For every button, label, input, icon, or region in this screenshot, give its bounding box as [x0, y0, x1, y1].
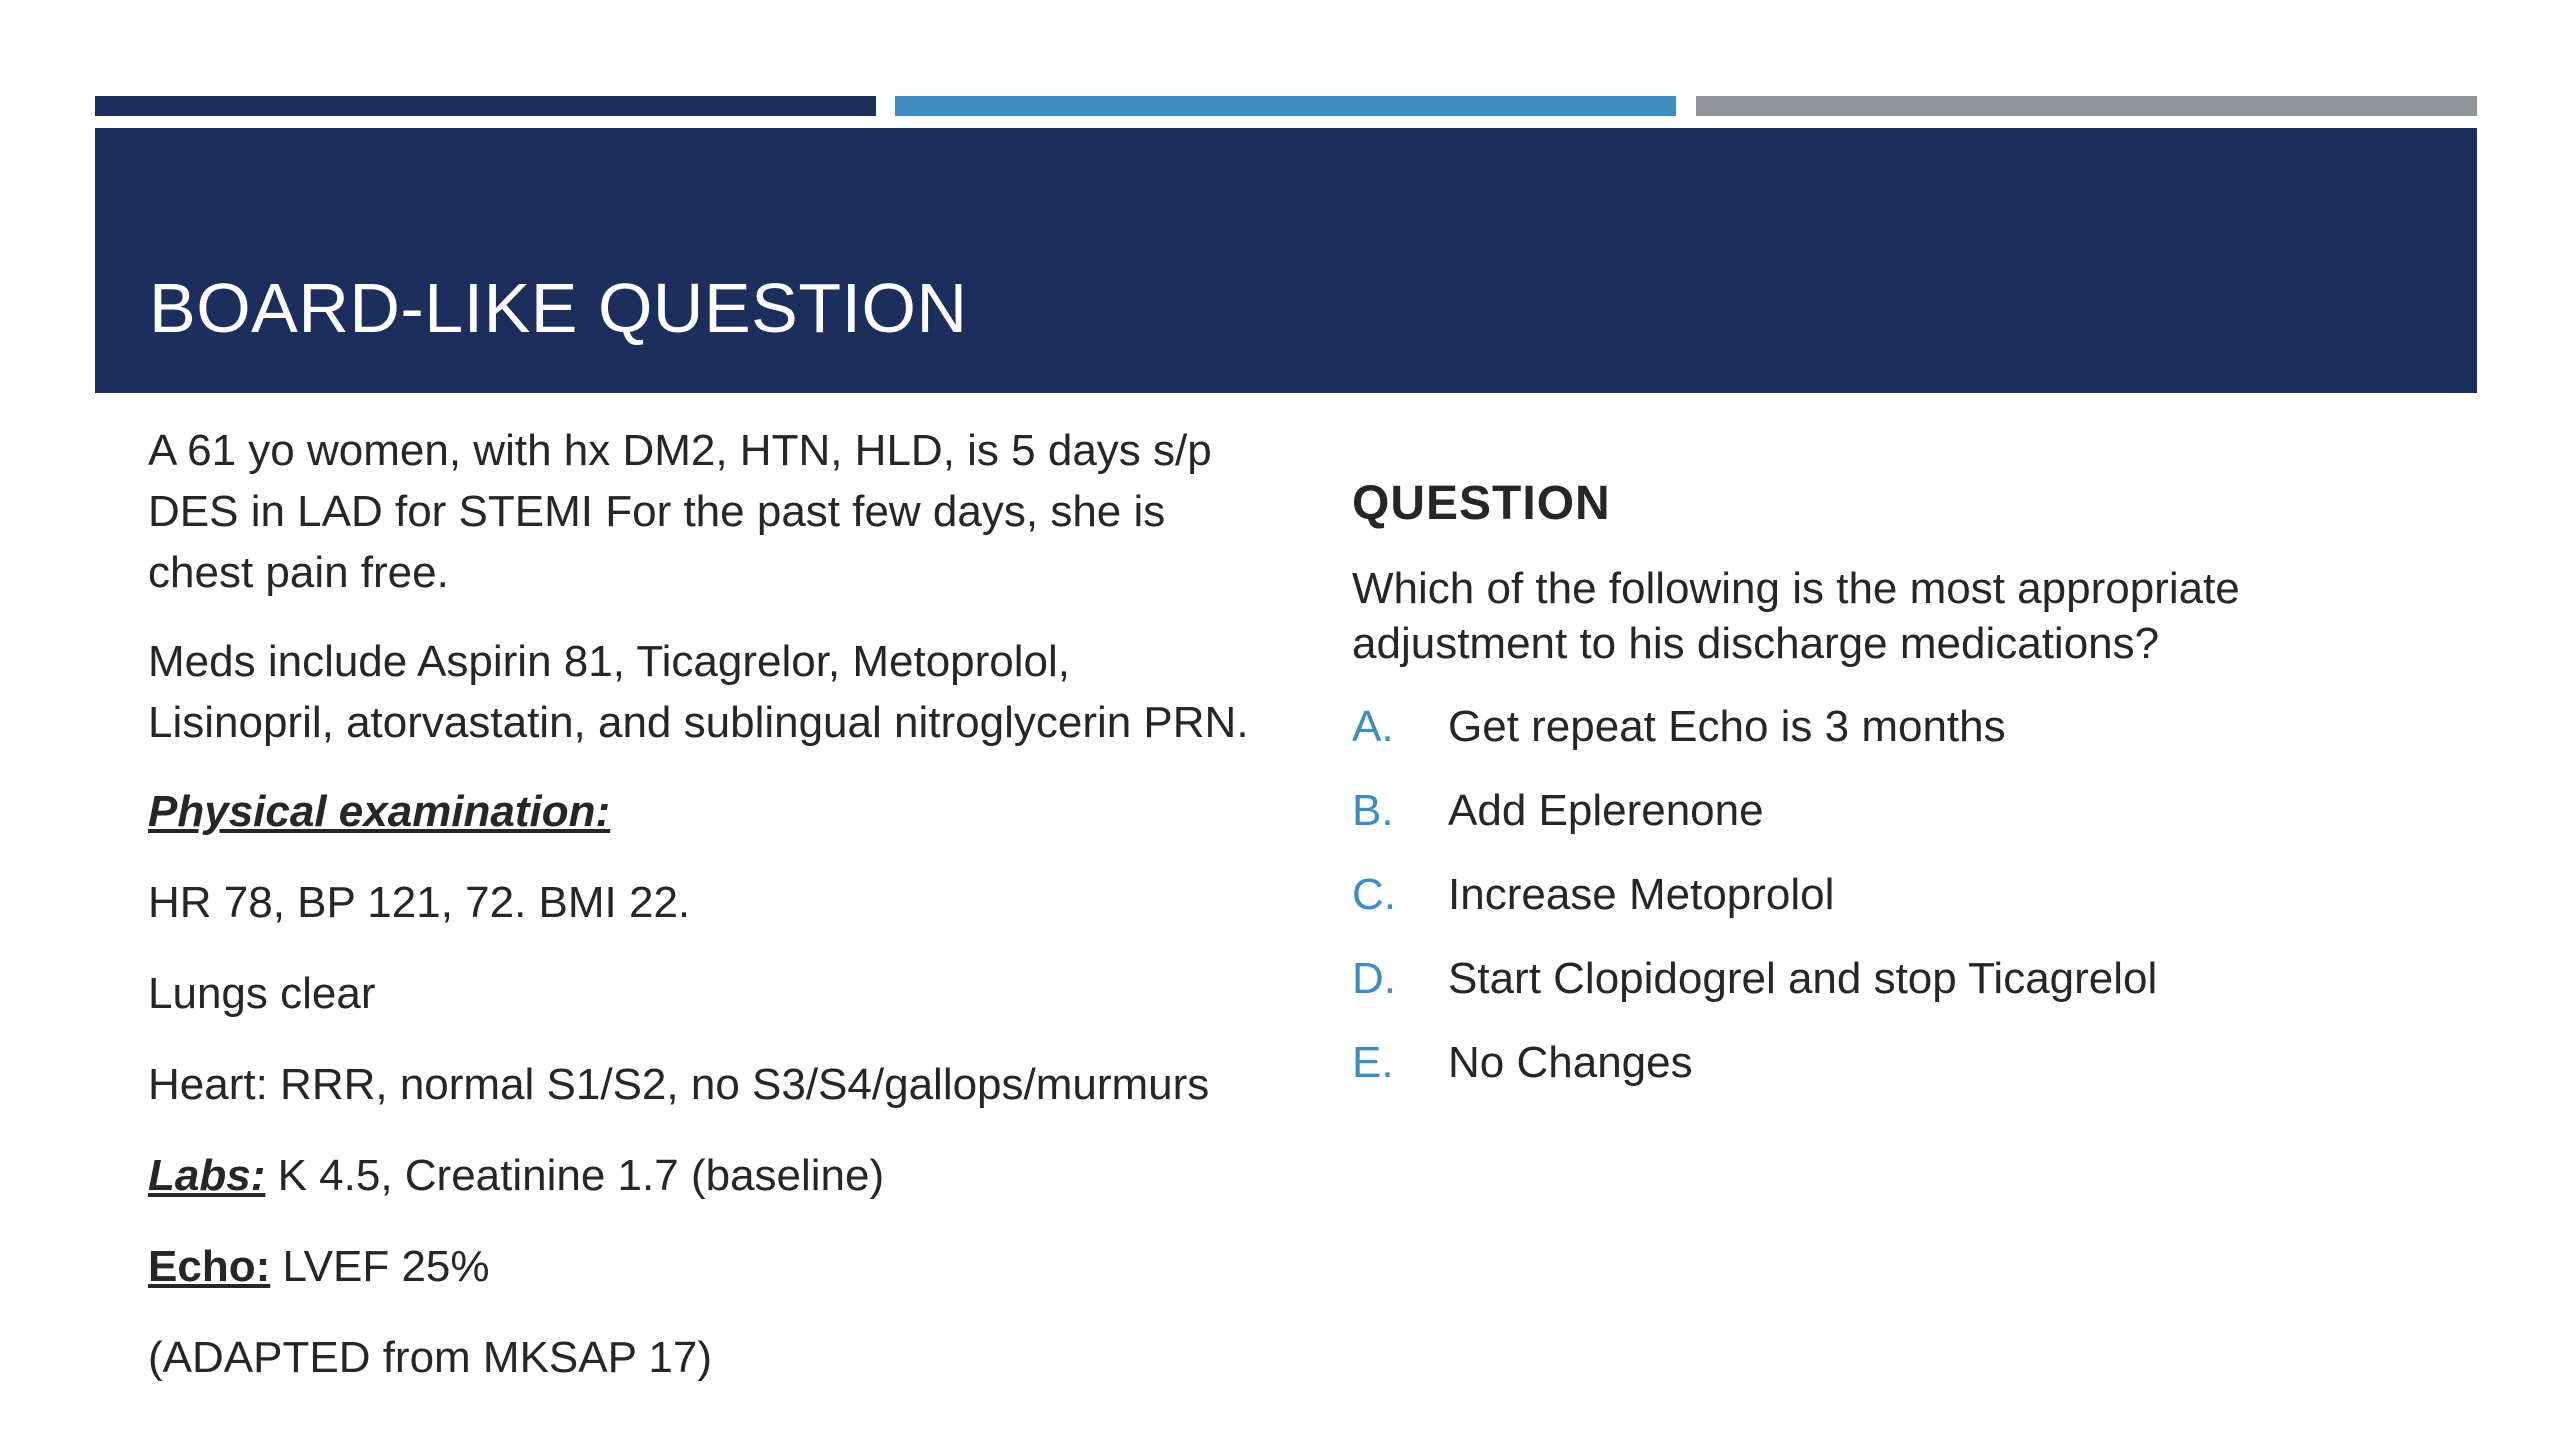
echo-value: LVEF 25%: [270, 1242, 490, 1291]
case-description: [148, 420, 1268, 1418]
question-heading: QUESTION: [1352, 477, 1611, 530]
option-e: [1352, 1035, 2432, 1119]
echo-line: [148, 1236, 1268, 1297]
option-text: Get repeat Echo is 3 months: [1448, 702, 2006, 751]
question-text: Which of the following is the most appropriate adjustment to his discharge medications?: [1352, 564, 2240, 668]
option-b: [1352, 783, 2432, 867]
physical-exam-label: Physical examination:: [148, 787, 611, 836]
echo-label: Echo:: [148, 1242, 271, 1291]
slide-title: BOARD-LIKE QUESTION: [149, 269, 968, 347]
labs-value: K 4.5, Creatinine 1.7 (baseline): [265, 1151, 885, 1200]
labs-label: Labs:: [148, 1151, 266, 1200]
heart-line: Heart: RRR, normal S1/S2, no S3/S4/gallops/murmurs: [148, 1060, 1210, 1109]
answer-options: [1352, 699, 2432, 1119]
accent-bar-blue: [895, 96, 1676, 116]
option-text: Start Clopidogrel and stop Ticagrelol: [1448, 954, 2158, 1003]
source-note: (ADAPTED from MKSAP 17): [148, 1333, 712, 1382]
option-letter: B.: [1352, 786, 1394, 835]
option-text: No Changes: [1448, 1038, 1693, 1087]
option-letter: A.: [1352, 702, 1394, 751]
option-d: [1352, 951, 2432, 1035]
option-letter: D.: [1352, 954, 1396, 1003]
option-letter: C.: [1352, 870, 1396, 919]
labs-line: [148, 1145, 1268, 1206]
title-band: [95, 128, 2477, 393]
option-letter: E.: [1352, 1038, 1394, 1087]
accent-bar-gray: [1696, 96, 2477, 116]
case-meds: Meds include Aspirin 81, Ticagrelor, Metoprolol, Lisinopril, atorvastatin, and sublingual nitroglycerin PRN.: [148, 637, 1249, 747]
physical-exam-heading: [148, 781, 1268, 842]
case-intro: A 61 yo women, with hx DM2, HTN, HLD, is 5 days s/p DES in LAD for STEMI For the past few days, she is chest pain free.: [148, 426, 1212, 597]
option-c: [1352, 867, 2432, 951]
accent-bar-navy: [95, 96, 876, 116]
option-a: [1352, 699, 2432, 783]
lungs-line: Lungs clear: [148, 969, 376, 1018]
option-text: Add Eplerenone: [1448, 786, 1764, 835]
option-text: Increase Metoprolol: [1448, 870, 1835, 919]
vitals-line: HR 78, BP 121, 72. BMI 22.: [148, 878, 691, 927]
question-panel: [1352, 476, 2432, 1119]
